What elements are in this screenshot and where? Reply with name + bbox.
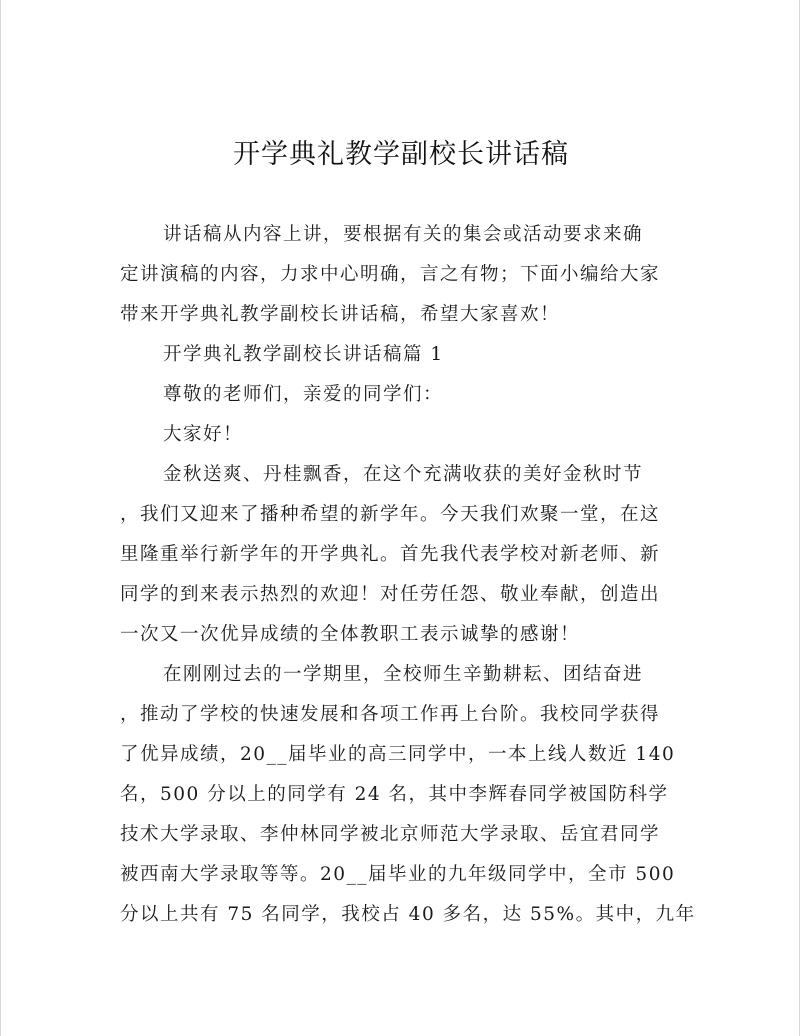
body-line: 定讲演稿的内容，力求中心明确，言之有物；下面小编给大家 — [120, 264, 661, 285]
body-line: ，推动了学校的快速发展和各项工作再上台阶。我校同学获得 — [120, 704, 661, 725]
body-line: 名，500 分以上的同学有 24 名，其中李辉春同学被国防科学 — [120, 784, 669, 805]
section-heading: 开学典礼教学副校长讲话稿篇 1 — [163, 344, 444, 365]
body-line: 同学的到来表示热烈的欢迎！对任劳任怨、敬业奉献，创造出 — [120, 584, 661, 605]
body-line: 分以上共有 75 名同学，我校占 40 多名，达 55%。其中，九年 — [120, 904, 696, 925]
body-line: ，我们又迎来了播种希望的新学年。今天我们欢聚一堂，在这 — [120, 504, 661, 525]
body-line: 在刚刚过去的一学期里，全校师生辛勤耕耘、团结奋进 — [163, 664, 644, 685]
body-line: 一次又一次优异成绩的全体教职工表示诚挚的感谢！ — [120, 624, 581, 645]
body-line: 技术大学录取、李仲林同学被北京师范大学录取、岳宜君同学 — [120, 824, 661, 845]
body-line: 带来开学典礼教学副校长讲话稿，希望大家喜欢！ — [120, 304, 561, 325]
body-line: 讲话稿从内容上讲，要根据有关的集会或活动要求来确 — [163, 224, 644, 245]
greeting: 大家好！ — [163, 424, 244, 445]
body-line: 里隆重举行新学年的开学典礼。首先我代表学校对新老师、新 — [120, 544, 661, 565]
document-body — [120, 215, 696, 935]
document-title: 开学典礼教学副校长讲话稿 — [233, 139, 569, 170]
salutation: 尊敬的老师们，亲爱的同学们： — [163, 384, 444, 405]
body-line: 被西南大学录取等等。20__届毕业的九年级同学中，全市 500 — [120, 864, 676, 885]
body-line: 金秋送爽、丹桂飘香，在这个充满收获的美好金秋时节 — [163, 464, 644, 485]
body-line: 了优异成绩，20__届毕业的高三同学中，一本上线人数近 140 — [120, 744, 676, 765]
